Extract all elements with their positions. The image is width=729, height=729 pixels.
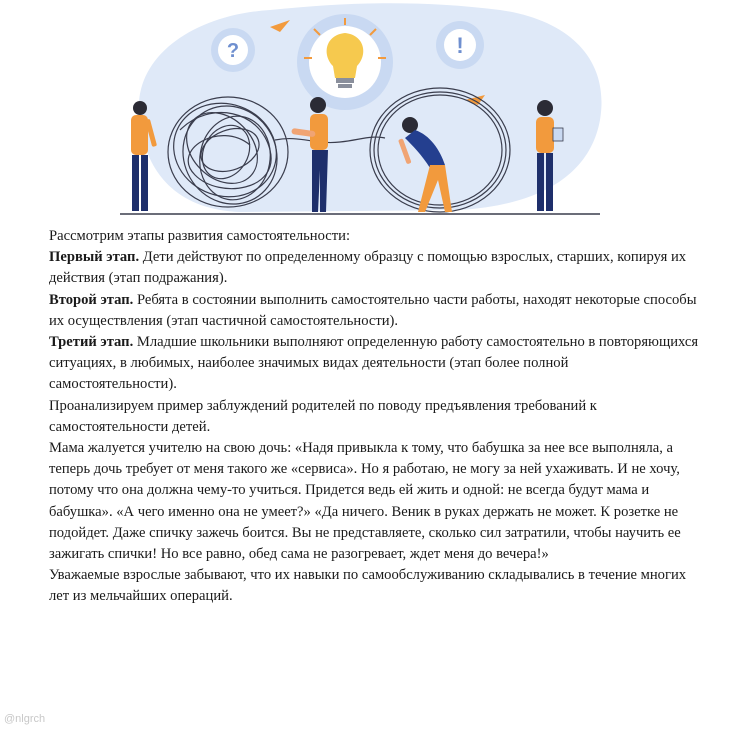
stage-2-title: Второй этап. <box>49 291 134 308</box>
stage-1-title: Первый этап. <box>49 249 140 266</box>
lightbulb-icon <box>297 14 393 110</box>
stage-1-paragraph <box>49 247 699 289</box>
story-paragraph: Мама жалуется учителю на свою дочь: «Надя привыкла к тому, что бабушка за нее все выполняла, а теперь дочь требует от меня такого же «сервиса». Но я работаю, не могу за ней ухаживать. И не хочу, потому что она должна чему-то учиться. Придется ведь ей жить и одной: не всегда будут мама и бабушка». «А чего именно она не умеет?» «Да ничего. Веник в руках держать не может. К розетке не подойдет. Даже спичку зажечь боится. Вы не представляете, сколько сил затратили, чтобы научить ее зажигать спички! Но все равно, обед сама не разогревает, ждет меня до вечера!» <box>49 440 681 563</box>
article-text <box>49 226 699 608</box>
question-icon <box>211 28 255 72</box>
intro-paragraph: Рассмотрим этапы развития самостоятельности: <box>49 228 350 244</box>
stage-2-text: Ребята в состоянии выполнить самостоятельно части работы, находят некоторые способы их осуществления (этап частичной самостоятельности). <box>49 291 697 329</box>
stage-1-text: Дети действуют по определенному образцу с помощью взрослых, старших, копируя их действия (этап подражания). <box>49 249 687 287</box>
svg-text:?: ? <box>226 40 240 62</box>
watermark: @nlgrch <box>4 713 46 725</box>
stage-2-paragraph <box>49 290 699 332</box>
stage-3-title: Третий этап. <box>49 334 134 351</box>
svg-text:!: ! <box>456 33 464 58</box>
analysis-paragraph: Проанализируем пример заблуждений родителей по поводу предъявления требований к самостоятельности детей. <box>49 397 597 435</box>
exclamation-icon <box>436 21 484 69</box>
stage-3-paragraph <box>49 332 699 396</box>
stage-3-text: Младшие школьники выполняют определенную работу самостоятельно в повторяющихся ситуациях, в любимых, наиболее значимых видах деятельности (этап более полной самостоятельности). <box>49 334 699 393</box>
illustration <box>100 0 620 222</box>
conclusion-paragraph: Уважаемые взрослые забывают, что их навыки по самообслуживанию складывались в течение многих лет из мельчайших операций. <box>49 567 687 605</box>
